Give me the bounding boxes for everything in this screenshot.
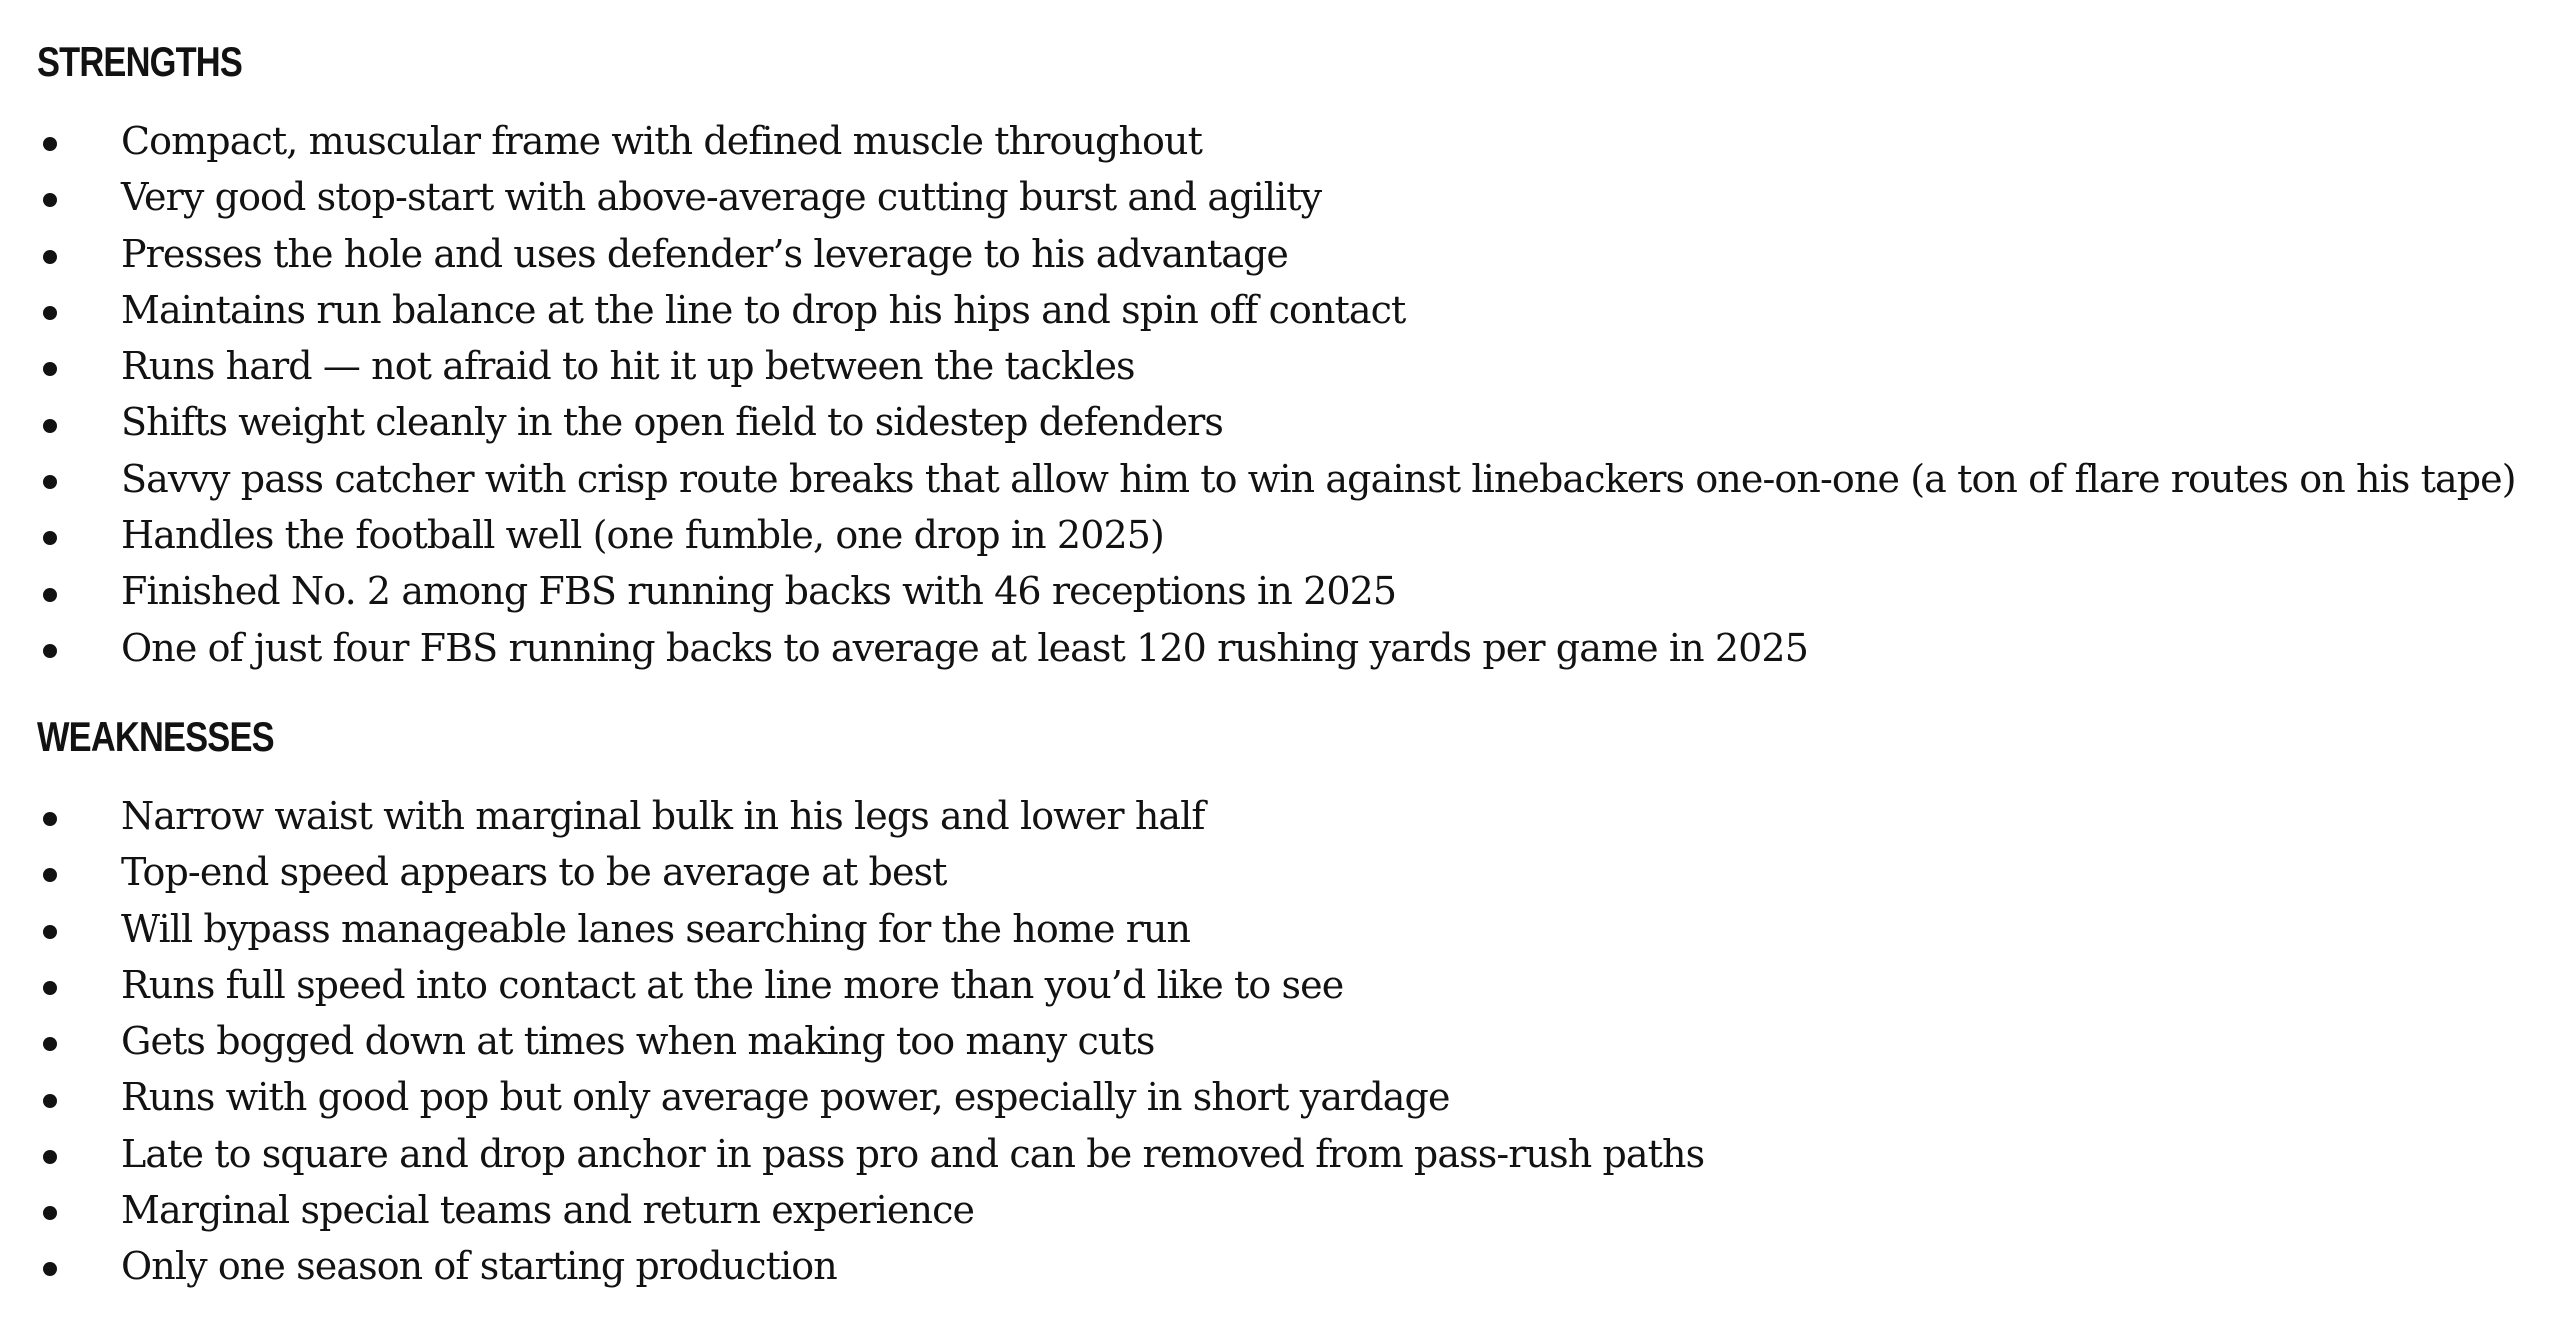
weakness-item xyxy=(37,1013,2537,1069)
bullet-icon xyxy=(43,1150,57,1164)
strength-item-text: Very good stop-start with above-average cutting burst and agility xyxy=(121,175,1322,220)
strength-item xyxy=(37,169,2537,225)
weakness-item-text: Top-end speed appears to be average at best xyxy=(121,850,947,895)
bullet-icon xyxy=(43,475,57,489)
strength-item xyxy=(37,620,2537,676)
weakness-item-text: Runs full speed into contact at the line more than you’d like to see xyxy=(121,962,1344,1007)
weakness-item xyxy=(37,1069,2537,1125)
scouting-report xyxy=(37,0,2537,1295)
strength-item-text: One of just four FBS running backs to average at least 120 rushing yards per game in 2025 xyxy=(121,625,1808,670)
strength-item xyxy=(37,394,2537,450)
bullet-icon xyxy=(43,306,57,320)
strength-item xyxy=(37,282,2537,338)
strength-item-text: Compact, muscular frame with defined muscle throughout xyxy=(121,119,1202,163)
strength-item-text: Shifts weight cleanly in the open field to sidestep defenders xyxy=(121,400,1223,445)
strength-item xyxy=(37,507,2537,563)
strength-item-text: Finished No. 2 among FBS running backs with 46 receptions in 2025 xyxy=(121,569,1397,614)
strength-item xyxy=(37,563,2537,619)
weakness-item xyxy=(37,1126,2537,1182)
weakness-item xyxy=(37,844,2537,900)
bullet-icon xyxy=(43,531,57,545)
strengths-list xyxy=(37,113,2537,676)
bullet-icon xyxy=(43,1094,57,1108)
bullet-icon xyxy=(43,193,57,207)
strength-item xyxy=(37,113,2537,169)
weakness-item-text: Late to square and drop anchor in pass pro and can be removed from pass-rush paths xyxy=(121,1131,1705,1176)
strength-item-text: Runs hard — not afraid to hit it up between the tackles xyxy=(121,344,1135,389)
strength-item xyxy=(37,226,2537,282)
strength-item-text: Handles the football well (one fumble, one drop in 2025) xyxy=(121,513,1164,558)
strength-item xyxy=(37,451,2537,507)
bullet-icon xyxy=(43,137,57,151)
bullet-icon xyxy=(43,250,57,264)
bullet-icon xyxy=(43,925,57,939)
bullet-icon xyxy=(43,419,57,433)
weakness-item-text: Only one season of starting production xyxy=(121,1244,837,1289)
strength-item xyxy=(37,338,2537,394)
weakness-item xyxy=(37,1182,2537,1238)
bullet-icon xyxy=(43,362,57,376)
weakness-item xyxy=(37,957,2537,1013)
bullet-icon xyxy=(43,981,57,995)
bullet-icon xyxy=(43,588,57,602)
strength-item-text: Presses the hole and uses defender’s leverage to his advantage xyxy=(121,231,1288,276)
weakness-item xyxy=(37,788,2537,844)
weaknesses-heading: WEAKNESSES xyxy=(37,712,274,760)
weakness-item-text: Marginal special teams and return experience xyxy=(121,1188,975,1233)
weakness-item-text: Runs with good pop but only average power, especially in short yardage xyxy=(121,1075,1450,1120)
strengths-heading: STRENGTHS xyxy=(37,38,243,85)
bullet-icon xyxy=(43,1206,57,1220)
weakness-item-text: Narrow waist with marginal bulk in his legs and lower half xyxy=(121,793,1205,838)
bullet-icon xyxy=(43,868,57,882)
bullet-icon xyxy=(43,812,57,826)
weakness-item xyxy=(37,1238,2537,1294)
weakness-item-text: Will bypass manageable lanes searching for the home run xyxy=(121,906,1191,951)
weaknesses-list xyxy=(37,788,2537,1295)
bullet-icon xyxy=(43,1037,57,1051)
strength-item-text: Maintains run balance at the line to drop his hips and spin off contact xyxy=(121,287,1406,332)
strength-item-text: Savvy pass catcher with crisp route breaks that allow him to win against linebackers one-on-one (a ton of flare routes on his tape) xyxy=(121,456,2516,501)
bullet-icon xyxy=(43,644,57,658)
weakness-item xyxy=(37,901,2537,957)
weakness-item-text: Gets bogged down at times when making too many cuts xyxy=(121,1019,1155,1064)
bullet-icon xyxy=(43,1262,57,1276)
